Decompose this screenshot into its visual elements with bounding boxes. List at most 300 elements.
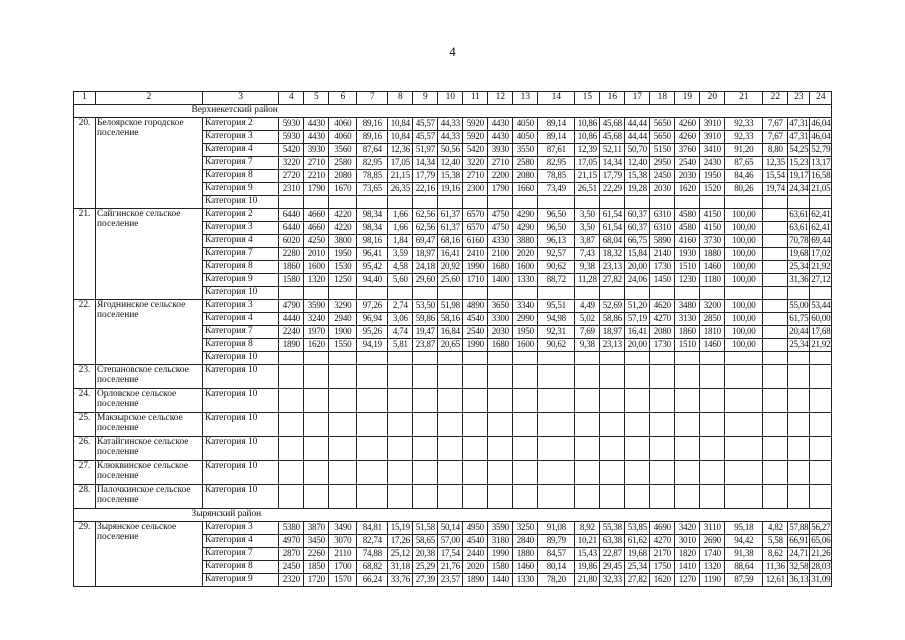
category-label: Категория 4 [203, 144, 279, 157]
value-cell: 4220 [329, 222, 357, 235]
value-cell: 4330 [488, 235, 513, 248]
value-cell: 31,09 [810, 574, 832, 587]
value-cell [788, 287, 810, 300]
value-cell: 1990 [488, 548, 513, 561]
value-cell: 27,12 [810, 274, 832, 287]
value-cell [700, 287, 725, 300]
value-cell [675, 413, 700, 437]
value-cell: 57,88 [788, 522, 810, 535]
district-row [74, 105, 832, 118]
value-cell [388, 196, 413, 209]
value-cell: 70,78 [788, 235, 810, 248]
column-number-header: 13 [513, 92, 538, 105]
value-cell [700, 196, 725, 209]
category-label: Категория 10 [203, 365, 279, 389]
value-cell: 10,84 [388, 118, 413, 131]
value-cell: 3110 [700, 522, 725, 535]
value-cell [575, 413, 600, 437]
value-cell [810, 352, 832, 365]
value-cell: 1970 [304, 326, 329, 339]
value-cell: 100,00 [725, 209, 763, 222]
value-cell: 22,87 [600, 548, 625, 561]
value-cell [513, 437, 538, 461]
value-cell: 74,88 [357, 548, 388, 561]
value-cell [763, 437, 788, 461]
value-cell: 4950 [463, 522, 488, 535]
value-cell: 19,28 [625, 183, 650, 196]
value-cell: 56,27 [810, 522, 832, 535]
value-cell: 3410 [700, 144, 725, 157]
value-cell: 1330 [513, 274, 538, 287]
value-cell: 17,79 [413, 170, 438, 183]
value-cell [304, 287, 329, 300]
value-cell: 5420 [279, 144, 304, 157]
value-cell: 22,29 [600, 183, 625, 196]
value-cell: 1930 [675, 248, 700, 261]
value-cell [788, 389, 810, 413]
value-cell: 1230 [675, 274, 700, 287]
value-cell: 18,97 [413, 248, 438, 261]
value-cell [725, 413, 763, 437]
value-cell: 2840 [513, 535, 538, 548]
value-cell: 21,15 [388, 170, 413, 183]
category-label: Категория 7 [203, 548, 279, 561]
district-spacer [279, 105, 832, 118]
value-cell [513, 196, 538, 209]
value-cell: 1950 [700, 170, 725, 183]
value-cell [810, 437, 832, 461]
value-cell: 3200 [700, 300, 725, 313]
table-body [74, 92, 832, 587]
value-cell: 2320 [279, 574, 304, 587]
value-cell: 82,95 [357, 157, 388, 170]
table-row [74, 413, 832, 437]
value-cell: 3,59 [388, 248, 413, 261]
value-cell [357, 389, 388, 413]
value-cell: 31,36 [788, 274, 810, 287]
value-cell [329, 485, 357, 509]
value-cell: 4,49 [575, 300, 600, 313]
value-cell: 1460 [513, 561, 538, 574]
value-cell: 3590 [304, 300, 329, 313]
value-cell: 15,43 [575, 548, 600, 561]
value-cell: 55,38 [600, 522, 625, 535]
value-cell: 3070 [329, 535, 357, 548]
value-cell: 2410 [463, 248, 488, 261]
value-cell: 12,36 [388, 144, 413, 157]
value-cell: 46,04 [810, 131, 832, 144]
value-cell: 52,11 [600, 144, 625, 157]
value-cell: 68,16 [438, 235, 463, 248]
value-cell [438, 287, 463, 300]
column-number-header: 21 [725, 92, 763, 105]
value-cell: 1720 [304, 574, 329, 587]
value-cell: 82,95 [538, 157, 575, 170]
value-cell: 1450 [650, 274, 675, 287]
value-cell: 15,38 [438, 170, 463, 183]
value-cell: 1580 [279, 274, 304, 287]
category-label: Категория 10 [203, 485, 279, 509]
value-cell [650, 461, 675, 485]
value-cell: 1180 [700, 274, 725, 287]
value-cell: 96,50 [538, 209, 575, 222]
value-cell: 16,41 [625, 326, 650, 339]
value-cell: 1660 [513, 183, 538, 196]
value-cell: 2580 [329, 157, 357, 170]
value-cell: 21,05 [810, 183, 832, 196]
value-cell: 66,91 [788, 535, 810, 548]
value-cell: 96,13 [538, 235, 575, 248]
value-cell [725, 196, 763, 209]
value-cell: 2990 [513, 313, 538, 326]
value-cell: 21,26 [810, 548, 832, 561]
value-cell: 50,14 [438, 522, 463, 535]
value-cell: 1730 [650, 261, 675, 274]
value-cell: 1550 [329, 339, 357, 352]
value-cell: 3450 [304, 535, 329, 548]
settlement-number: 21. [74, 209, 96, 300]
value-cell: 1320 [700, 561, 725, 574]
value-cell: 3340 [513, 300, 538, 313]
value-cell: 1600 [304, 261, 329, 274]
value-cell: 16,58 [810, 170, 832, 183]
value-cell [763, 352, 788, 365]
value-cell [725, 437, 763, 461]
value-cell [788, 196, 810, 209]
value-cell: 90,62 [538, 261, 575, 274]
value-cell: 5930 [279, 131, 304, 144]
value-cell: 84,81 [357, 522, 388, 535]
value-cell [650, 196, 675, 209]
value-cell: 4430 [488, 131, 513, 144]
value-cell [575, 287, 600, 300]
column-number-header: 11 [463, 92, 488, 105]
value-cell: 22,16 [413, 183, 438, 196]
value-cell: 6440 [279, 222, 304, 235]
value-cell: 25,12 [388, 548, 413, 561]
value-cell [725, 287, 763, 300]
value-cell: 52,69 [600, 300, 625, 313]
value-cell: 5,81 [388, 339, 413, 352]
value-cell [575, 437, 600, 461]
value-cell [600, 413, 625, 437]
value-cell: 97,26 [357, 300, 388, 313]
value-cell: 1270 [675, 574, 700, 587]
value-cell [538, 352, 575, 365]
value-cell: 44,33 [438, 131, 463, 144]
value-cell: 58,16 [438, 313, 463, 326]
value-cell [388, 287, 413, 300]
value-cell [279, 437, 304, 461]
value-cell [413, 413, 438, 437]
value-cell [575, 365, 600, 389]
value-cell: 2080 [329, 170, 357, 183]
value-cell [650, 365, 675, 389]
category-label: Категория 3 [203, 131, 279, 144]
value-cell [304, 365, 329, 389]
value-cell [700, 485, 725, 509]
value-cell: 89,79 [538, 535, 575, 548]
value-cell: 15,23 [788, 157, 810, 170]
value-cell [600, 461, 625, 485]
category-label: Категория 4 [203, 235, 279, 248]
value-cell: 24,06 [625, 274, 650, 287]
category-label: Категория 8 [203, 339, 279, 352]
value-cell [463, 413, 488, 437]
value-cell: 4290 [513, 209, 538, 222]
value-cell: 1740 [700, 548, 725, 561]
value-cell [700, 413, 725, 437]
value-cell: 2450 [279, 561, 304, 574]
value-cell: 2100 [488, 248, 513, 261]
value-cell: 2710 [463, 170, 488, 183]
value-cell: 98,16 [357, 235, 388, 248]
column-number-header: 5 [304, 92, 329, 105]
value-cell [488, 437, 513, 461]
value-cell: 6440 [279, 209, 304, 222]
value-cell: 55,00 [788, 300, 810, 313]
value-cell: 20,92 [438, 261, 463, 274]
value-cell: 29,45 [600, 561, 625, 574]
value-cell: 3910 [700, 118, 725, 131]
district-name: Верхнекетский район [96, 105, 279, 118]
value-cell: 21,80 [575, 574, 600, 587]
value-cell: 65,06 [810, 535, 832, 548]
value-cell: 94,40 [357, 274, 388, 287]
value-cell: 78,85 [357, 170, 388, 183]
value-cell: 61,37 [438, 209, 463, 222]
settlement-number: 20. [74, 118, 96, 209]
value-cell [788, 461, 810, 485]
value-cell: 2540 [463, 326, 488, 339]
value-cell [413, 196, 438, 209]
column-number-header: 4 [279, 92, 304, 105]
value-cell: 21,15 [575, 170, 600, 183]
value-cell: 53,85 [625, 522, 650, 535]
value-cell: 23,13 [600, 261, 625, 274]
value-cell: 1860 [675, 326, 700, 339]
value-cell: 4,74 [388, 326, 413, 339]
value-cell: 46,04 [810, 118, 832, 131]
settlement-number: 22. [74, 300, 96, 365]
value-cell: 52,79 [810, 144, 832, 157]
value-cell: 4580 [675, 222, 700, 235]
value-cell: 1990 [463, 261, 488, 274]
value-cell [625, 485, 650, 509]
settlement-name: Орловское сельское поселение [96, 389, 203, 413]
value-cell: 80,26 [725, 183, 763, 196]
value-cell: 88,72 [538, 274, 575, 287]
value-cell: 20,65 [438, 339, 463, 352]
value-cell: 44,33 [438, 118, 463, 131]
value-cell: 62,41 [810, 209, 832, 222]
value-cell [304, 413, 329, 437]
value-cell: 27,82 [625, 574, 650, 587]
column-number-header: 16 [600, 92, 625, 105]
value-cell [488, 389, 513, 413]
value-cell: 95,51 [538, 300, 575, 313]
value-cell: 4690 [650, 522, 675, 535]
value-cell: 5380 [279, 522, 304, 535]
value-cell [388, 461, 413, 485]
value-cell: 87,61 [538, 144, 575, 157]
value-cell: 1850 [304, 561, 329, 574]
value-cell: 2210 [304, 170, 329, 183]
value-cell: 100,00 [725, 339, 763, 352]
value-cell [788, 352, 810, 365]
value-cell: 88,64 [725, 561, 763, 574]
value-cell: 25,34 [788, 339, 810, 352]
value-cell: 62,56 [413, 209, 438, 222]
value-cell: 5,58 [763, 535, 788, 548]
value-cell: 1680 [488, 261, 513, 274]
value-cell: 12,61 [763, 574, 788, 587]
value-cell: 2720 [279, 170, 304, 183]
table-row [74, 522, 832, 535]
value-cell: 4060 [329, 131, 357, 144]
value-cell: 44,44 [625, 131, 650, 144]
value-cell [388, 413, 413, 437]
value-cell: 3220 [463, 157, 488, 170]
value-cell [625, 352, 650, 365]
value-cell: 1620 [650, 574, 675, 587]
value-cell [788, 485, 810, 509]
value-cell: 1510 [675, 261, 700, 274]
value-cell [279, 485, 304, 509]
value-cell [488, 413, 513, 437]
value-cell: 15,38 [625, 170, 650, 183]
value-cell: 84,57 [538, 548, 575, 561]
value-cell: 59,86 [413, 313, 438, 326]
settlement-number: 23. [74, 365, 96, 389]
value-cell: 1580 [488, 561, 513, 574]
value-cell: 100,00 [725, 261, 763, 274]
value-cell: 3180 [488, 535, 513, 548]
value-cell: 45,68 [600, 131, 625, 144]
value-cell: 3,06 [388, 313, 413, 326]
value-cell [600, 365, 625, 389]
value-cell: 2710 [304, 157, 329, 170]
category-label: Категория 8 [203, 561, 279, 574]
value-cell: 51,98 [438, 300, 463, 313]
value-cell: 3010 [675, 535, 700, 548]
value-cell: 24,71 [788, 548, 810, 561]
value-cell: 1790 [304, 183, 329, 196]
value-cell [575, 485, 600, 509]
value-cell: 4,82 [763, 522, 788, 535]
value-cell [810, 287, 832, 300]
value-cell [700, 352, 725, 365]
value-cell: 1710 [463, 274, 488, 287]
value-cell [675, 287, 700, 300]
value-cell: 89,14 [538, 131, 575, 144]
value-cell: 3930 [304, 144, 329, 157]
value-cell: 25,34 [625, 561, 650, 574]
category-label: Категория 10 [203, 352, 279, 365]
value-cell: 1790 [488, 183, 513, 196]
value-cell: 4220 [329, 209, 357, 222]
category-label: Категория 2 [203, 209, 279, 222]
value-cell: 2020 [513, 248, 538, 261]
value-cell: 7,67 [763, 131, 788, 144]
settlement-name: Катайгинское сельское поселение [96, 437, 203, 461]
value-cell: 68,82 [357, 561, 388, 574]
value-cell [763, 300, 788, 313]
value-cell: 4750 [488, 222, 513, 235]
value-cell: 91,20 [725, 144, 763, 157]
value-cell: 89,16 [357, 118, 388, 131]
value-cell [600, 485, 625, 509]
value-cell: 1680 [488, 339, 513, 352]
value-cell: 63,61 [788, 209, 810, 222]
table-row [74, 300, 832, 313]
value-cell: 19,16 [438, 183, 463, 196]
value-cell [650, 413, 675, 437]
value-cell [329, 352, 357, 365]
value-cell [600, 196, 625, 209]
settlement-number: 25. [74, 413, 96, 437]
value-cell [725, 461, 763, 485]
value-cell: 1670 [329, 183, 357, 196]
value-cell: 4580 [675, 209, 700, 222]
value-cell: 2300 [463, 183, 488, 196]
value-cell: 63,38 [600, 535, 625, 548]
value-cell: 10,86 [575, 131, 600, 144]
value-cell: 1860 [279, 261, 304, 274]
value-cell: 2690 [700, 535, 725, 548]
value-cell: 6020 [279, 235, 304, 248]
value-cell: 10,84 [388, 131, 413, 144]
value-cell: 12,40 [625, 157, 650, 170]
value-cell: 7,67 [763, 118, 788, 131]
value-cell: 19,68 [625, 548, 650, 561]
value-cell: 2430 [700, 157, 725, 170]
value-cell: 2200 [488, 170, 513, 183]
value-cell [388, 352, 413, 365]
value-cell: 92,33 [725, 118, 763, 131]
column-number-header: 8 [388, 92, 413, 105]
value-cell: 4050 [513, 131, 538, 144]
value-cell: 4620 [650, 300, 675, 313]
value-cell [763, 274, 788, 287]
value-cell [463, 437, 488, 461]
value-cell [463, 287, 488, 300]
value-cell [700, 389, 725, 413]
value-cell: 98,34 [357, 222, 388, 235]
value-cell [279, 196, 304, 209]
value-cell: 80,14 [538, 561, 575, 574]
value-cell: 1600 [513, 339, 538, 352]
value-cell [675, 352, 700, 365]
value-cell [763, 261, 788, 274]
category-label: Категория 9 [203, 574, 279, 587]
category-label: Категория 9 [203, 274, 279, 287]
value-cell: 1890 [279, 339, 304, 352]
value-cell: 16,84 [438, 326, 463, 339]
value-cell: 3550 [513, 144, 538, 157]
value-cell: 96,50 [538, 222, 575, 235]
value-cell: 82,74 [357, 535, 388, 548]
value-cell: 96,41 [357, 248, 388, 261]
value-cell: 1620 [304, 339, 329, 352]
value-cell [810, 413, 832, 437]
value-cell: 5920 [463, 118, 488, 131]
value-cell: 2030 [675, 170, 700, 183]
value-cell: 3930 [488, 144, 513, 157]
value-cell: 62,41 [810, 222, 832, 235]
value-cell: 1510 [675, 339, 700, 352]
value-cell: 7,43 [575, 248, 600, 261]
